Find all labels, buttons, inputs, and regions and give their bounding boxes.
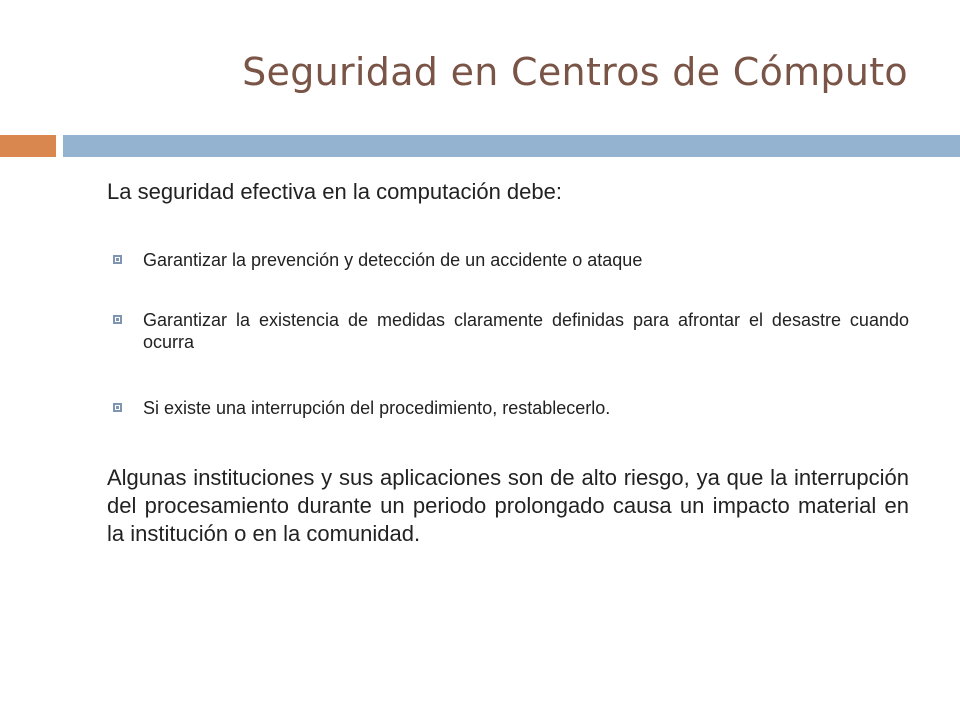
- title-accent-bar: [0, 135, 56, 157]
- square-bullet-icon: [113, 315, 122, 324]
- bullet-item: [107, 309, 909, 353]
- slide-body: [107, 178, 909, 548]
- title-divider-bar: [63, 135, 960, 157]
- bullet-text: Si existe una interrupción del procedimiento, restablecerlo.: [143, 398, 611, 418]
- intro-text: La seguridad efectiva en la computación debe:: [107, 179, 562, 204]
- bullet-list: [107, 249, 909, 419]
- bullet-item: [107, 249, 909, 271]
- bullet-text: Garantizar la prevención y detección de un accidente o ataque: [143, 250, 643, 270]
- slide-title: Seguridad en Centros de Cómputo: [242, 50, 908, 94]
- closing-paragraph: Algunas instituciones y sus aplicaciones son de alto riesgo, ya que la interrupción del procesamiento durante un periodo prolongado causa un impacto material en la institución o en la comunidad.: [107, 465, 909, 546]
- square-bullet-icon: [113, 403, 122, 412]
- square-bullet-icon: [113, 255, 122, 264]
- bullet-text: Garantizar la existencia de medidas claramente definidas para afrontar el desastre cuando ocurra: [143, 310, 909, 352]
- bullet-item: [107, 397, 909, 419]
